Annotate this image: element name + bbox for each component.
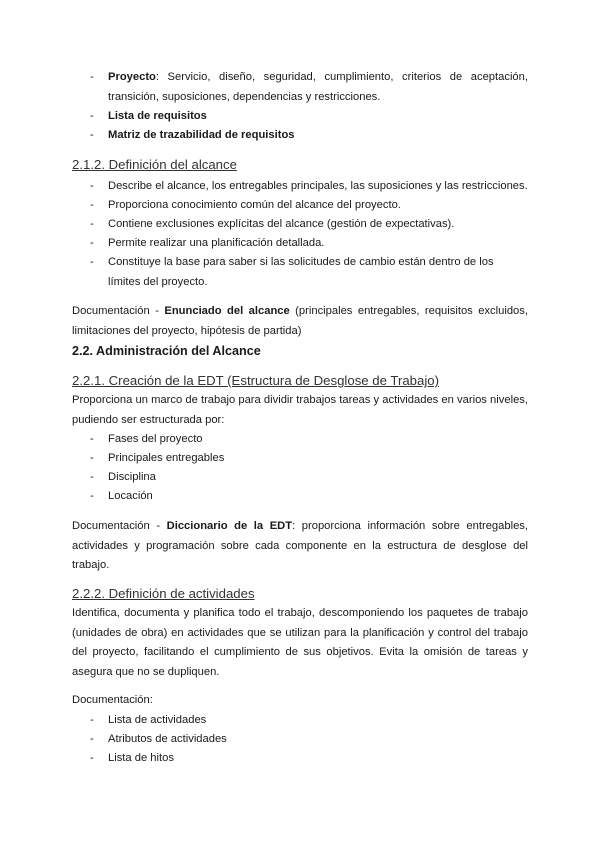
list-item: - Lista de hitos (90, 752, 174, 764)
list-item: - Lista de actividades (90, 714, 207, 726)
section-heading-2-2-1: 2.2.1. Creación de la EDT (Estructura de Desglose de Trabajo) (72, 373, 439, 388)
list-item: - Lista de requisitos (90, 110, 207, 122)
list-item: - Disciplina (90, 471, 156, 483)
list-item: - Principales entregables (90, 452, 225, 464)
list-item: - Matriz de trazabilidad de requisitos (90, 129, 295, 141)
documentation-label: Documentación: (72, 694, 153, 706)
list-item: - Proyecto: Servicio, diseño, seguridad, cumplimiento, criterios de aceptación, transición, suposiciones, dependencias y restricciones. (90, 71, 528, 103)
list-item: - Proporciona conocimiento común del alcance del proyecto. (90, 199, 401, 211)
section-heading-2-1-2: 2.1.2. Definición del alcance (72, 157, 237, 172)
list-item: - Contiene exclusiones explícitas del alcance (gestión de expectativas). (90, 218, 455, 230)
list-item: - Locación (90, 490, 153, 502)
section-heading-2-2: 2.2. Administración del Alcance (72, 344, 261, 358)
section-intro-paragraph: Identifica, documenta y planifica todo el trabajo, descomponiendo los paquetes de trabajo (unidades de obra) en actividades que se utilizan para la planificación y control del trabajo del proyecto, facilitando el cumplimiento de sus objetivos. Evita la omisión de tareas y asegura que no se dupliquen. (72, 607, 528, 678)
section-heading-2-2-2: 2.2.2. Definición de actividades (72, 586, 255, 601)
list-item: - Permite realizar una planificación detallada. (90, 237, 325, 249)
list-item: - Atributos de actividades (90, 733, 227, 745)
list-item: - Describe el alcance, los entregables principales, las suposiciones y las restricciones. (90, 180, 528, 192)
list-item: - Fases del proyecto (90, 433, 203, 445)
list-item: - Constituye la base para saber si las solicitudes de cambio están dentro de los límites del proyecto. (90, 256, 494, 288)
section-intro-paragraph: Proporciona un marco de trabajo para dividir trabajos tareas y actividades en varios niveles, pudiendo ser estructurada por: (72, 394, 528, 426)
documentation-paragraph: Documentación - Enunciado del alcance (principales entregables, requisitos excluidos, limitaciones del proyecto, hipótesis de partida) (72, 305, 528, 337)
documentation-paragraph: Documentación - Diccionario de la EDT: proporciona información sobre entregables, actividades y programación sobre cada componente en la estructura de desglose del trabajo. (72, 520, 529, 571)
